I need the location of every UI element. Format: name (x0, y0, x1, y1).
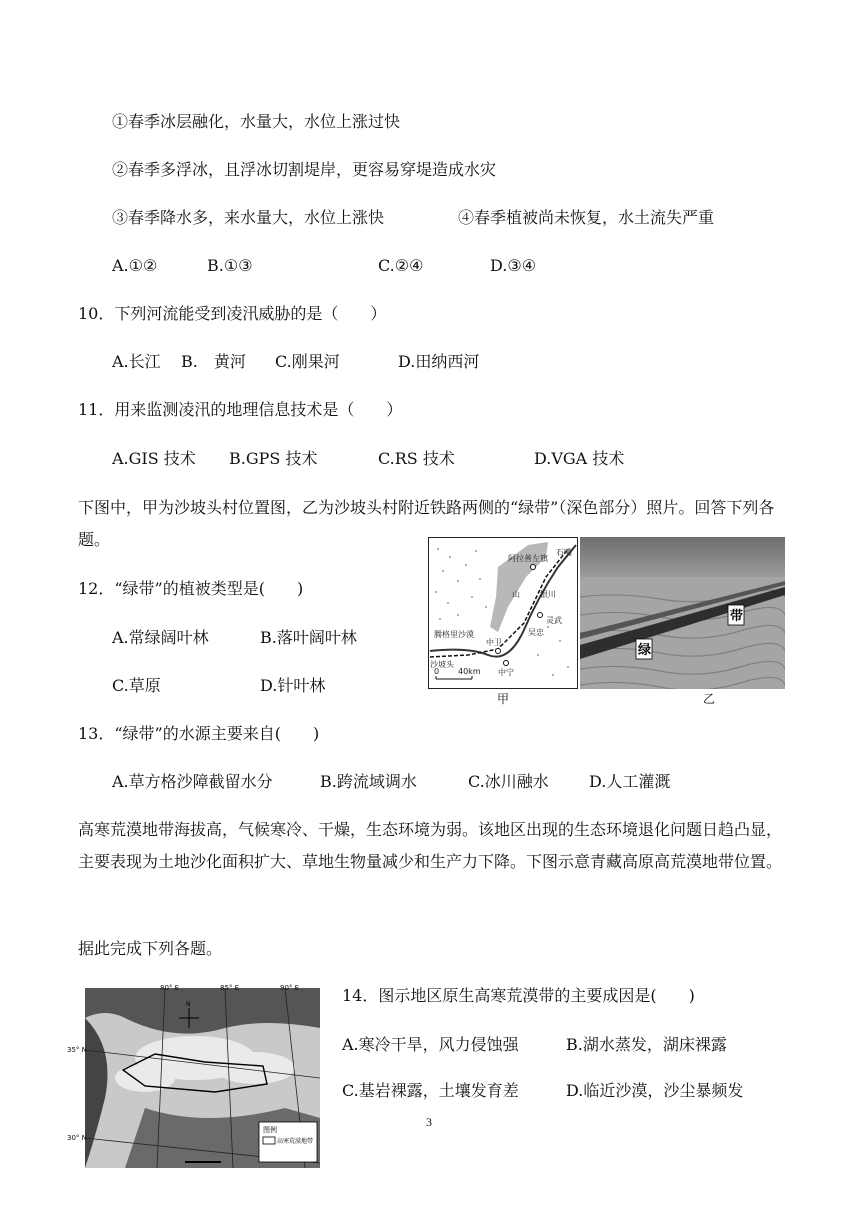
map-label-zhongning: 中宁 (498, 668, 514, 677)
q9-item-2: ②春季多浮冰，且浮冰切割堤岸，更容易穿堤造成水灾 (112, 160, 497, 179)
map-label-alashan: 阿拉善左旗 (508, 554, 548, 563)
q10-option-c: C.刚果河 (275, 352, 340, 371)
figure-yi-caption: 乙 (703, 692, 716, 706)
map-label-shapotou: 沙坡头 (430, 660, 454, 669)
figure-tibet (67, 984, 320, 1168)
q9-option-b: B.①③ (207, 256, 253, 275)
figure-jia (428, 537, 578, 689)
map-label-wuzhong: 吴忠 (528, 628, 544, 637)
lon-label-80: 80° E (160, 984, 180, 992)
q14-stem: 14．图示地区原生高寒荒漠带的主要成因是( ) (342, 986, 695, 1005)
q14-option-c: C.基岩裸露，土壤发育差 (342, 1081, 519, 1100)
map-label-lingwu: 灵武 (546, 616, 562, 625)
map-label-shizui: 石嘴 (556, 548, 572, 557)
q10-option-a: A.长江 (112, 352, 161, 371)
q11-option-d: D.VGA 技术 (534, 449, 625, 468)
q14-option-b: B.湖水蒸发，湖床裸露 (566, 1035, 727, 1054)
q12-option-c: C.草原 (112, 676, 161, 695)
map-label-zhongwei: 中卫 (486, 638, 502, 647)
q14-option-d: D.临近沙漠，沙尘暴频发 (566, 1081, 744, 1100)
instruction: 据此完成下列各题。 (78, 939, 223, 958)
q11-option-c: C.RS 技术 (378, 449, 455, 468)
q13-option-d: D.人工灌溉 (589, 772, 671, 791)
q12-option-b: B.落叶阔叶林 (260, 628, 357, 647)
lat-label-35: 35° N (67, 1046, 87, 1054)
q12-option-d: D.针叶林 (260, 676, 326, 695)
map-label-shan: 山 (512, 590, 520, 599)
photo-label-lv: 绿 (638, 643, 652, 658)
svg-text:N: N (186, 1001, 191, 1008)
lon-label-85: 85° E (220, 984, 240, 992)
q13-stem: 13．“绿带”的水源主要来自( ) (78, 724, 320, 743)
legend-item: 高寒荒漠地带 (277, 1138, 314, 1145)
lat-label-30: 30° N (67, 1134, 87, 1142)
photo-label-dai: 带 (730, 609, 744, 624)
q9-option-c: C.②④ (378, 256, 424, 275)
map-label-yinchuan: 银川 (540, 590, 556, 599)
q10-stem: 10．下列河流能受到凌汛威胁的是（ ） (78, 304, 387, 323)
q10-option-b: B. 黄河 (181, 352, 246, 371)
intro-12-13: 下图中，甲为沙坡头村位置图，乙为沙坡头村附近铁路两侧的“绿带”（深色部分）照片。回答下列各题。 (78, 498, 775, 549)
q12-stem: 12．“绿带”的植被类型是( ) (78, 579, 304, 598)
legend-title: 图例 (263, 1126, 277, 1134)
q10-option-d: D.田纳西河 (398, 352, 480, 371)
q12-option-a: A.常绿阔叶林 (112, 628, 209, 647)
lon-label-90: 90° E (280, 984, 300, 992)
q9-option-a: A.①② (112, 256, 158, 275)
q11-stem: 11．用来监测凌汛的地理信息技术是（ ） (78, 400, 403, 419)
q9-item-4: ④春季植被尚未恢复，水土流失严重 (458, 208, 715, 227)
q13-option-c: C.冰川融水 (468, 772, 549, 791)
map-label-tengger: 腾格里沙漠 (434, 630, 474, 639)
q9-option-d: D.③④ (490, 256, 537, 275)
green-belt-photo (580, 537, 785, 689)
figure-jia-caption: 甲 (497, 692, 510, 706)
q9-item-3: ③春季降水多，来水量大，水位上涨快 (112, 208, 385, 227)
qinghai-tibet-desert-map (85, 988, 320, 1168)
map-scale-zero: 0 (434, 667, 440, 676)
map-scale-40km: 40km (458, 667, 481, 676)
q13-option-b: B.跨流域调水 (320, 772, 417, 791)
sha-po-tou-location-map (428, 537, 578, 689)
figure-yi (580, 537, 785, 689)
q11-option-b: B.GPS 技术 (229, 449, 318, 468)
q13-option-a: A.草方格沙障截留水分 (112, 772, 273, 791)
q11-option-a: A.GIS 技术 (112, 449, 196, 468)
intro-14: 高寒荒漠地带海拔高，气候寒冷、干燥，生态环境为弱。该地区出现的生态环境退化问题日趋凸显，主要表现为土地沙化面积扩大、草地生物量减少和生产力下降。下图示意青藏高原高荒漠地带位置。 (78, 820, 783, 871)
q9-item-1: ①春季冰层融化，水量大，水位上涨过快 (112, 112, 401, 131)
q14-option-a: A.寒冷干旱，风力侵蚀强 (342, 1035, 519, 1054)
page-number: 3 (426, 1115, 432, 1129)
